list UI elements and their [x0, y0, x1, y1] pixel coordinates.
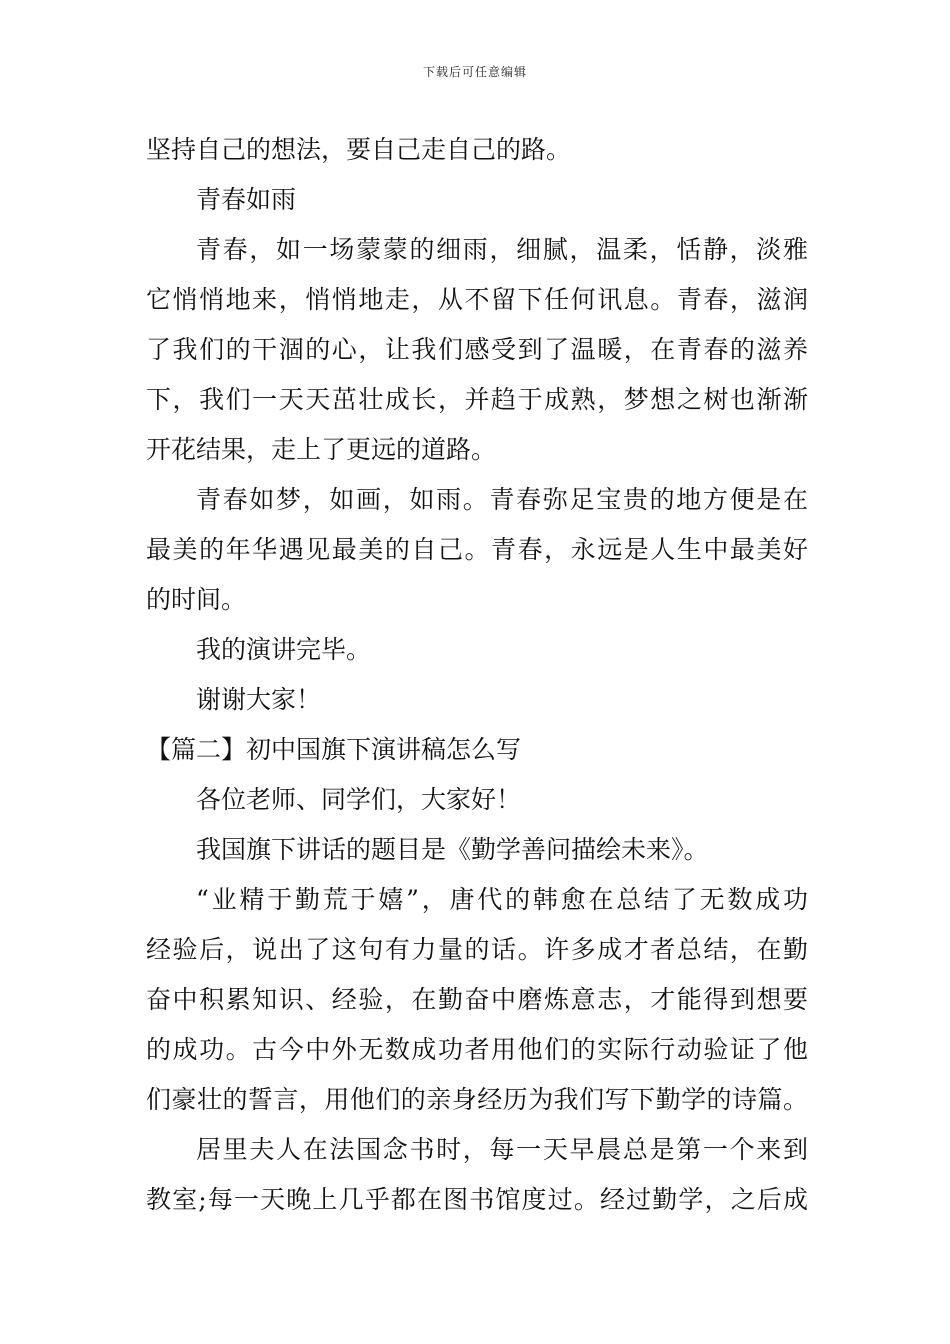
text-line: 青春如雨	[196, 185, 297, 214]
text-line: 经验后，说出了这句有力量的话。许多成才者总结，在勤	[146, 935, 808, 964]
text-line: 青春如梦，如画，如雨。青春弥足宝贵的地方便是在	[196, 485, 808, 514]
text-line: 最美的年华遇见最美的自己。青春，永远是人生中最美好	[146, 535, 808, 564]
text-line: 谢谢大家！	[196, 685, 322, 714]
text-line: 的成功。古今中外无数成功者用他们的实际行动验证了他	[146, 1035, 808, 1064]
text-line: 各位老师、同学们，大家好！	[196, 785, 522, 814]
text-line: 下，我们一天天茁壮成长，并趋于成熟，梦想之树也渐渐	[146, 385, 808, 414]
text-line: 奋中积累知识、经验，在勤奋中磨炼意志，才能得到想要	[146, 985, 808, 1014]
document-body	[146, 125, 808, 1225]
text-line: 我的演讲完毕。	[196, 635, 372, 664]
page-header: 下载后可任意编辑	[422, 65, 527, 79]
text-line: 了我们的干涸的心，让我们感受到了温暖，在青春的滋养	[146, 335, 808, 364]
text-line: 它悄悄地来，悄悄地走，从不留下任何讯息。青春，滋润	[146, 285, 808, 314]
text-line: 的时间。	[146, 585, 247, 614]
text-line: 居里夫人在法国念书时，每一天早晨总是第一个来到	[196, 1135, 808, 1164]
text-line: 开花结果，走上了更远的道路。	[146, 435, 497, 464]
text-line: 坚持自己的想法，要自己走自己的路。	[146, 135, 572, 164]
text-line: 我国旗下讲话的题目是《勤学善问描绘未来》。	[196, 835, 709, 864]
text-line: 青春，如一场蒙蒙的细雨，细腻，温柔，恬静，淡雅	[196, 235, 808, 264]
text-line: 教室;每一天晚上几乎都在图书馆度过。经过勤学，之后成	[146, 1185, 808, 1214]
text-line: 【篇二】初中国旗下演讲稿怎么写	[146, 735, 522, 764]
text-line: “业精于勤荒于嬉”，唐代的韩愈在总结了无数成功	[196, 885, 808, 914]
text-line: 们豪壮的誓言，用他们的亲身经历为我们写下勤学的诗篇。	[146, 1085, 808, 1114]
